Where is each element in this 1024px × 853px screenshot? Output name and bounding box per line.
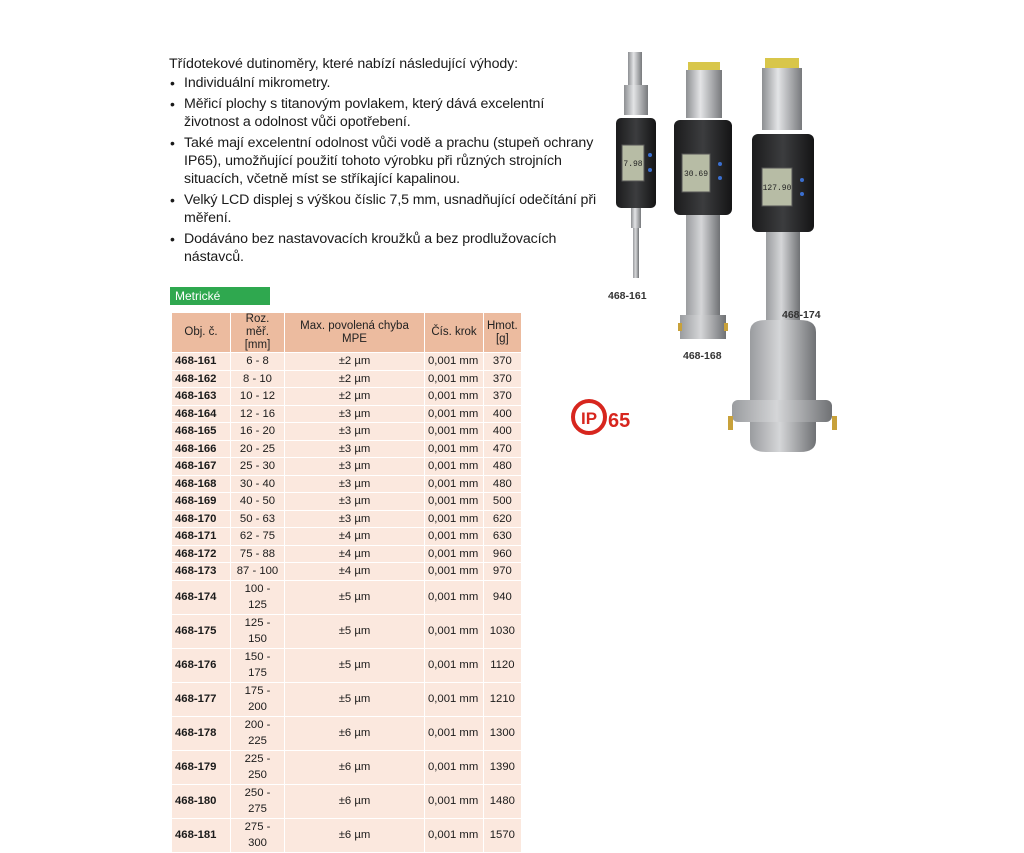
cell-step: 0,001 mm [425,785,483,818]
cell-step: 0,001 mm [425,388,483,405]
cell-weight: 960 [484,546,521,563]
cell-order-number: 468-178 [172,717,230,750]
cell-range: 175 - 200 [231,683,284,716]
cell-weight: 940 [484,581,521,614]
cell-mpe: ±2 µm [285,371,424,388]
label-468-174: 468-174 [782,309,821,321]
micrometer-468-174-image [728,58,837,452]
cell-mpe: ±3 µm [285,441,424,458]
cell-step: 0,001 mm [425,546,483,563]
cell-mpe: ±5 µm [285,581,424,614]
cell-weight: 630 [484,528,521,545]
cell-order-number: 468-181 [172,819,230,852]
cell-mpe: ±3 µm [285,476,424,493]
cell-range: 100 - 125 [231,581,284,614]
table-row [172,649,521,682]
cell-step: 0,001 mm [425,615,483,648]
cell-order-number: 468-162 [172,371,230,388]
cell-order-number: 468-170 [172,511,230,528]
table-body [172,353,521,852]
cell-range: 30 - 40 [231,476,284,493]
cell-order-number: 468-169 [172,493,230,510]
label-468-168: 468-168 [683,350,722,362]
cell-step: 0,001 mm [425,458,483,475]
cell-step: 0,001 mm [425,563,483,580]
cell-order-number: 468-172 [172,546,230,563]
micrometer-468-168-image [674,62,732,339]
cell-range: 150 - 175 [231,649,284,682]
table-row [172,528,521,545]
table-row [172,476,521,493]
cell-weight: 470 [484,441,521,458]
cell-range: 87 - 100 [231,563,284,580]
table-row [172,717,521,750]
feature-item: • Měřicí plochy s titanovým povlakem, který dává excelentní životnost a odolnost vůči opotřebení. [169,95,599,132]
table-row [172,458,521,475]
cell-step: 0,001 mm [425,683,483,716]
cell-weight: 1480 [484,785,521,818]
cell-order-number: 468-171 [172,528,230,545]
cell-step: 0,001 mm [425,476,483,493]
cell-mpe: ±3 µm [285,458,424,475]
cell-mpe: ±5 µm [285,615,424,648]
cell-weight: 620 [484,511,521,528]
cell-step: 0,001 mm [425,353,483,370]
table-row [172,493,521,510]
cell-weight: 480 [484,458,521,475]
table-row [172,615,521,648]
display-right: 127.90 [762,184,792,193]
table-row [172,785,521,818]
cell-weight: 970 [484,563,521,580]
cell-step: 0,001 mm [425,371,483,388]
cell-step: 0,001 mm [425,581,483,614]
cell-mpe: ±3 µm [285,423,424,440]
cell-range: 50 - 63 [231,511,284,528]
cell-order-number: 468-167 [172,458,230,475]
cell-weight: 370 [484,388,521,405]
cell-range: 10 - 12 [231,388,284,405]
cell-order-number: 468-165 [172,423,230,440]
cell-order-number: 468-163 [172,388,230,405]
cell-mpe: ±3 µm [285,406,424,423]
cell-step: 0,001 mm [425,423,483,440]
table-row [172,423,521,440]
cell-step: 0,001 mm [425,511,483,528]
feature-item: • Dodáváno bez nastavovacích kroužků a bez prodlužovacích nástavců. [169,230,599,267]
cell-step: 0,001 mm [425,493,483,510]
cell-step: 0,001 mm [425,441,483,458]
cell-weight: 370 [484,371,521,388]
table-row [172,683,521,716]
cell-mpe: ±6 µm [285,785,424,818]
cell-step: 0,001 mm [425,406,483,423]
cell-order-number: 468-180 [172,785,230,818]
intro-text [169,55,599,268]
cell-mpe: ±3 µm [285,511,424,528]
cell-order-number: 468-179 [172,751,230,784]
feature-item: • Individuální mikrometry. [169,74,599,92]
cell-weight: 480 [484,476,521,493]
table-row [172,511,521,528]
cell-order-number: 468-173 [172,563,230,580]
cell-order-number: 468-166 [172,441,230,458]
cell-mpe: ±6 µm [285,717,424,750]
table-row [172,751,521,784]
cell-weight: 1030 [484,615,521,648]
display-left: 7.98 [623,160,643,169]
header-range: Roz. měř. [mm] [231,313,284,352]
table-row [172,563,521,580]
cell-range: 20 - 25 [231,441,284,458]
cell-order-number: 468-176 [172,649,230,682]
cell-step: 0,001 mm [425,649,483,682]
ip-text: IP [580,409,598,428]
cell-weight: 370 [484,353,521,370]
cell-order-number: 468-168 [172,476,230,493]
cell-range: 125 - 150 [231,615,284,648]
cell-step: 0,001 mm [425,819,483,852]
cell-mpe: ±6 µm [285,819,424,852]
cell-mpe: ±2 µm [285,353,424,370]
cell-range: 25 - 30 [231,458,284,475]
feature-list [169,74,599,266]
cell-mpe: ±2 µm [285,388,424,405]
table-row [172,441,521,458]
feature-item: • Velký LCD displej s výškou číslic 7,5 mm, usnadňující odečítání při měření. [169,191,599,228]
cell-range: 40 - 50 [231,493,284,510]
ip-rating: 65 [608,410,631,432]
cell-order-number: 468-175 [172,615,230,648]
cell-weight: 500 [484,493,521,510]
cell-mpe: ±5 µm [285,683,424,716]
header-order-number: Obj. č. [172,313,230,352]
cell-weight: 1570 [484,819,521,852]
table-row [172,581,521,614]
cell-weight: 400 [484,406,521,423]
cell-weight: 1300 [484,717,521,750]
cell-mpe: ±6 µm [285,751,424,784]
table-header-row [172,313,521,352]
cell-mpe: ±4 µm [285,528,424,545]
header-weight: Hmot. [g] [484,313,521,352]
ip65-logo [570,397,650,437]
cell-mpe: ±4 µm [285,546,424,563]
section-tag-metric: Metrické [170,287,270,305]
table-row [172,353,521,370]
cell-range: 6 - 8 [231,353,284,370]
cell-range: 250 - 275 [231,785,284,818]
cell-range: 62 - 75 [231,528,284,545]
cell-weight: 1210 [484,683,521,716]
header-mpe: Max. povolená chyba MPE [285,313,424,352]
cell-range: 12 - 16 [231,406,284,423]
cell-range: 16 - 20 [231,423,284,440]
cell-order-number: 468-177 [172,683,230,716]
cell-order-number: 468-164 [172,406,230,423]
cell-mpe: ±3 µm [285,493,424,510]
micrometer-468-161-image [616,52,656,278]
table-row [172,371,521,388]
cell-order-number: 468-161 [172,353,230,370]
cell-step: 0,001 mm [425,528,483,545]
cell-range: 75 - 88 [231,546,284,563]
cell-range: 200 - 225 [231,717,284,750]
cell-step: 0,001 mm [425,717,483,750]
cell-weight: 1120 [484,649,521,682]
cell-range: 225 - 250 [231,751,284,784]
display-middle: 30.69 [683,170,709,179]
cell-weight: 1390 [484,751,521,784]
cell-mpe: ±5 µm [285,649,424,682]
cell-weight: 400 [484,423,521,440]
cell-range: 8 - 10 [231,371,284,388]
cell-range: 275 - 300 [231,819,284,852]
cell-step: 0,001 mm [425,751,483,784]
header-step: Čís. krok [425,313,483,352]
cell-mpe: ±4 µm [285,563,424,580]
spec-table [171,312,522,853]
table-row [172,819,521,852]
table-row [172,546,521,563]
feature-item: • Také mají excelentní odolnost vůči vodě a prachu (stupeň ochrany IP65), umožňující použití tohoto výrobku při různých strojních situacích, včetně míst se stříkající kapalinou. [169,134,599,189]
table-row [172,406,521,423]
cell-order-number: 468-174 [172,581,230,614]
table-row [172,388,521,405]
intro-heading: Třídotekové dutinoměry, které nabízí následující výhody: [169,56,519,72]
label-468-161: 468-161 [608,290,647,302]
